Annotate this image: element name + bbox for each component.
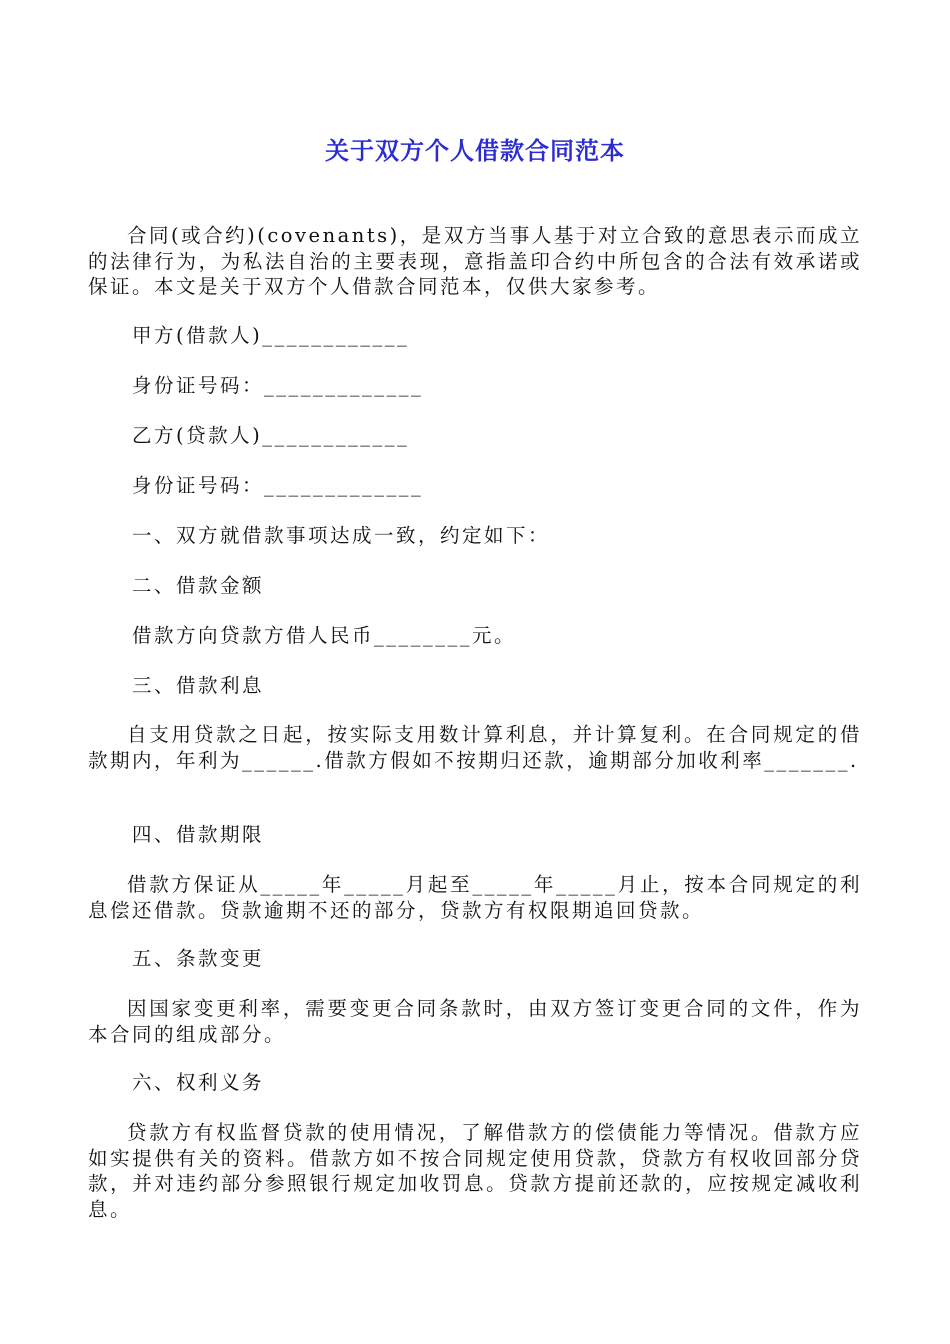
section-3-heading: 三、借款利息 (132, 674, 265, 697)
section-2-heading: 二、借款金额 (132, 574, 265, 597)
section-2-body: 借款方向贷款方借人民币________元。 (132, 624, 517, 647)
section-3-body: 自支用贷款之日起，按实际支用数计算利息，并计算复利。在合同规定的借款期内，年利为______.借款方假如不按期归还款，逾期部分加收利率_______. (88, 723, 862, 772)
party-a-id-line: 身份证号码：_____________ (132, 374, 424, 397)
document-title: 关于双方个人借款合同范本 (325, 137, 625, 165)
section-6-heading: 六、权利义务 (132, 1071, 265, 1094)
section-5-heading: 五、条款变更 (132, 947, 265, 970)
section-4-body: 借款方保证从_____年_____月起至_____年_____月止，按本合同规定的利息偿还借款。贷款逾期不还的部分，贷款方有权限期追回贷款。 (88, 873, 862, 922)
section-4-heading: 四、借款期限 (132, 823, 265, 846)
party-a-line: 甲方(借款人)____________ (132, 324, 410, 347)
party-b-line: 乙方(贷款人)____________ (132, 424, 410, 447)
intro-paragraph: 合同(或合约)(covenants)，是双方当事人基于对立合致的意思表示而成立的法律行为，为私法自治的主要表现，意指盖印合约中所包含的合法有效承诺或保证。本文是关于双方个人借款合同范本，仅供大家参考。 (88, 224, 862, 298)
party-b-id-line: 身份证号码：_____________ (132, 474, 424, 497)
section-6-body: 贷款方有权监督贷款的使用情况，了解借款方的偿债能力等情况。借款方应如实提供有关的资料。借款方如不按合同规定使用贷款，贷款方有权收回部分贷款，并对违约部分参照银行规定加收罚息。贷款方提前还款的，应按规定减收利息。 (88, 1121, 862, 1221)
section-1-heading: 一、双方就借款事项达成一致，约定如下： (132, 524, 551, 547)
section-5-body: 因国家变更利率，需要变更合同条款时，由双方签订变更合同的文件，作为本合同的组成部分。 (88, 997, 862, 1046)
